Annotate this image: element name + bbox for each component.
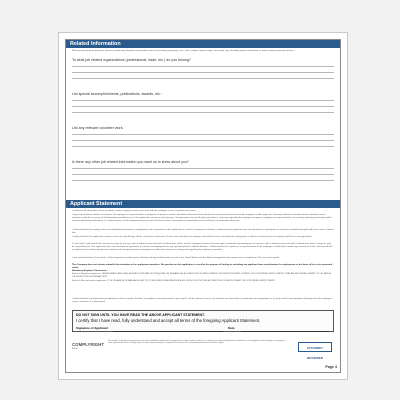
sign-warning: DO NOT SIGN UNTIL YOU HAVE READ THE ABOVE APPLICANT STATEMENT. xyxy=(76,313,205,317)
attorney-reviewed-badge: ATTORNEY REVIEWED xyxy=(298,342,332,352)
statement-paragraph: I understand that the employer does not unlawfully discriminate in employment and no question on this application is used for the purpose of limiting or eliminating any applicant from consideration for employment on any basis prohibited by applicable local, state or federal law. xyxy=(72,229,334,234)
statement-paragraph: I understand that any information provided by me that is found to be false, incomplete or misrepresented in any respect, will be sufficient cause to (i) eliminate me from further consideration for employment, or (ii) may result in my immediate discharge from the employer's service, whenever it is discovered. xyxy=(72,298,333,303)
signature-row xyxy=(76,326,332,330)
answer-line[interactable] xyxy=(72,146,334,147)
certify-text: I certify that I have read, fully understand and accept all terms of the foregoing Applicant Statement. xyxy=(76,318,261,323)
question-volunteer: List any relevant volunteer work. xyxy=(72,126,124,130)
maryland-notice: Notice to Maryland applicants: UNDER MARYLAND LAW, AN EMPLOYER MAY NOT REQUIRE OR DEMAND, AS A CONDITION OF EMPLOYMENT, PROSPECTIVE EMPLOYMENT, OR CONTINUED EMPLOYMENT, THAT AN INDIVIDUAL SUBMIT TO OR TAKE A LIE DETECTOR OR SIMILAR TEST. xyxy=(72,273,331,278)
statement-paragraph: I expressly authorize, without reservation, the employer, its representatives, employees or agents to contact and obtain information from all references (personal and professional), employers, public agencies, licensing authorities and educational institutions and to otherwise verify the accuracy of all information provided by me in this application, resume or job interview. I hereby waive any and all rights and claims I may have regarding the employer, its agents, employees or representatives, for seeking, gathering and using truthful and non-defamatory information, in a lawful manner, in the employment process and all other persons, corporations or organizations for furnishing such information about me. xyxy=(72,214,332,222)
statement-paragraph: If I am hired, I understand that I am free to resign at any time, with or without cause and with or without prior notice, and the employer reserves the same right to terminate my employment at any time, with or without cause and with or without prior notice, except as may be required by law. This application does not constitute an agreement or contract for employment for any specified period or definite duration. I understand that no supervisor or representative of the employer is authorized to make any assurances to the contrary and that no implied oral or written agreements contrary to the foregoing express language are valid unless they are in writing and signed by the employer's president. xyxy=(72,243,333,251)
signature-label: Signature of Applicant xyxy=(76,326,108,330)
answer-line[interactable] xyxy=(72,134,334,135)
answer-line[interactable] xyxy=(72,100,334,101)
complyright-logo: COMPLYRIGHT xyxy=(72,342,105,347)
related-information-header: Related Information xyxy=(66,40,340,48)
page-frame xyxy=(65,39,341,373)
mandatory-disclosures-heading: Mandatory Employer Disclosures: xyxy=(72,270,108,272)
signature-field[interactable] xyxy=(113,331,223,332)
page-number: Page 4 xyxy=(325,365,337,369)
answer-line[interactable] xyxy=(72,72,334,73)
answer-line[interactable] xyxy=(72,140,334,141)
answer-line[interactable] xyxy=(72,180,334,181)
form-number: A9000 xyxy=(72,348,79,350)
question-organizations: To what job related organizations (professional, trade, etc.) do you belong? xyxy=(72,58,191,62)
statement-paragraph: I also understand that if I am hired, I will be required to provide proof of identity and legal authorization to work in the United States and that federal immigration laws require me to complete an I-9 Form in this regard. xyxy=(72,257,280,259)
answer-line[interactable] xyxy=(72,66,334,67)
answer-line[interactable] xyxy=(72,78,334,79)
answer-line[interactable] xyxy=(72,168,334,169)
answer-line[interactable] xyxy=(72,174,334,175)
question-other-info: Is there any other job related information you want us to know about you? xyxy=(72,160,189,164)
related-intro: When answering these questions, please exclude any information that would reveal sex (including pregnancy), race, color, religion, national origin, citizenship, age, disability, genetic information, or other similarly protected statuses. xyxy=(72,50,295,52)
date-label: Date xyxy=(228,326,235,330)
statement-paragraph: I certify that all information I have provided in order to apply for and secure work with this employer is true, complete and correct. xyxy=(72,210,197,212)
application-page xyxy=(58,32,348,380)
date-field[interactable] xyxy=(241,331,329,332)
signature-box xyxy=(72,310,334,332)
footer-disclaimer: This product is designed to provide accurate and authoritative information in regard to the subject matter covered. It is sold with the understanding that the publisher is not engaged in rendering legal, accounting, or other professional service. If legal advice or other expert assistance is required, the services of a competent professional should be sought. xyxy=(108,340,286,345)
answer-line[interactable] xyxy=(72,106,334,107)
answer-line[interactable] xyxy=(72,112,334,113)
page-footer xyxy=(72,336,334,366)
nondiscrimination-statement: This Company does not tolerate unlawful discrimination in its employment practices. No question on this application is used for the purpose of limiting or excluding any applicant from consideration for employment on the basis of his or her protected status. xyxy=(72,264,333,269)
applicant-statement-header: Applicant Statement xyxy=(66,200,340,208)
statement-paragraph: I understand that this application remains current for only 60 days. At the conclusion of that time, if I have not heard from the employer and still wish to be considered for employment, it will be necessary for me to reapply and fill out a new application. xyxy=(72,236,313,238)
question-accomplishments: List special accomplishments, publications, awards, etc.: xyxy=(72,92,162,96)
massachusetts-notice: Notice to Massachusetts applicants: IT IS UNLAWFUL IN MASSACHUSETTS TO REQUIRE OR ADMINISTER A LIE DETECTOR TEST AS A CONDITION OF EMPLOYMENT OR CONTINUED EMPLOYMENT. xyxy=(72,280,276,282)
